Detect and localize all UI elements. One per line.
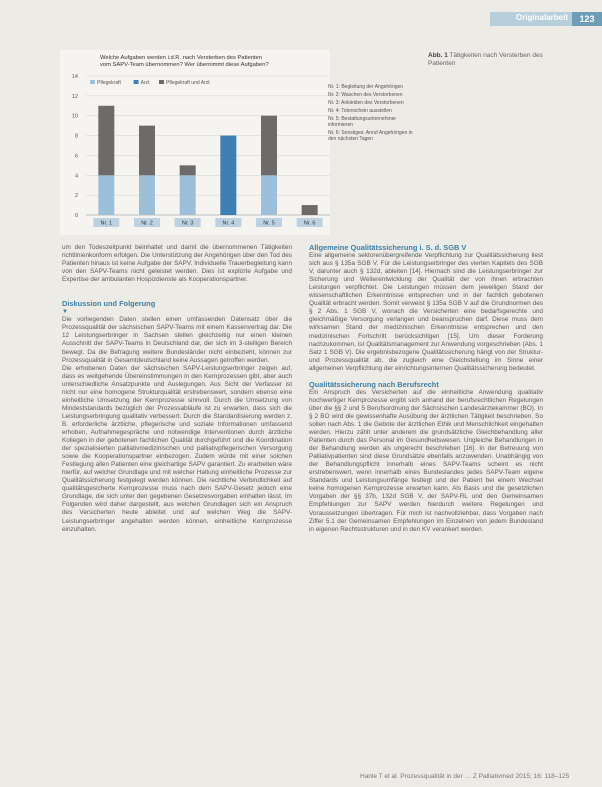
task-legend xyxy=(328,84,413,144)
bar-segment xyxy=(180,165,196,175)
right-column xyxy=(309,244,543,534)
section-heading-discussion: Diskussion und Folgerung xyxy=(62,299,156,309)
y-tick-label: 0 xyxy=(74,213,78,219)
y-tick-label: 12 xyxy=(71,93,78,100)
legend-swatch xyxy=(159,80,164,84)
y-tick-label: 4 xyxy=(74,173,78,180)
legend-label: Arzt xyxy=(140,80,150,86)
legend-label: Pflegekraft xyxy=(97,80,121,86)
task-legend-item: Nr. 5: Bestattungsunternehmer informieren xyxy=(328,116,397,128)
y-tick-label: 2 xyxy=(74,193,78,200)
y-tick-label: 6 xyxy=(74,153,78,160)
bar-segment xyxy=(98,175,114,215)
task-legend-item: Nr. 4: Totenschein ausstellen xyxy=(328,108,392,114)
discussion-paragraph-2: Die erhobenen Daten der sächsischen SAPV-Leistungserbringer zeigen auf, dass es weitgehende Übereinstimmungen in den Kernprozessen gibt, aber auch unterschiedliche Ansatzpunkte und Auslegungen. Aus Sicht der Verfasser ist nicht nur eine homogene Strukturqualität erstrebenswert, sondern ebenso eine einheitliche Umsetzung der Kernprozesse sinnvoll. Durch die Umsetzung von Mindeststandards bezüglich der Prozessabläufe ist zu erwarten, dass sich die Leistungserbringung qualitativ verbessert. Durch die Standardisierung werden z. B. erforderliche ärztliche, pflegerische und soziale Informationen umfassend erhoben, Aufnahmegespräche und notwendige Interventionen durch ärztliche Kollegen in der gebotenen fachlichen Qualität durchgeführt und die Koordination der spezialisierten palliativmedizinischen und palliativpflegerischen Versorgung sowie die Kooperationspartner einbezogen. Zudem würde mit einer solchen Festlegung allen Patienten eine gleichartige SAPV garantiert. Zu erarbeiten wäre hierfür, auf welcher Grundlage und mit welcher Haltung einheitliche Prozesse zur Qualitätssicherung festgelegt werden können. Die rechtliche Verbindlichkeit auf qualitätsgesicherte Kernprozesse muss nach dem SAPV-Gesetz jedoch eine Grundlage, die sich unter den gegebenen Gesetzesvorgaben einhalten lässt. Im Folgenden wird daher dargestellt, aus welchen Grundlagen sich ein Anspruch des Versicherten heute ableitet und auf welchen Weg die SAPV-Leistungserbringer angehalten werden können, einheitliche Kernprozesse einzuhalten. xyxy=(62,364,292,533)
page-header xyxy=(490,12,602,26)
bar-segment xyxy=(139,175,155,215)
chart-title-line: vom SAPV-Team übernommen? Wer übernimmt diese Aufgaben? xyxy=(100,62,269,68)
y-tick-label: 10 xyxy=(71,113,78,120)
chart-title-line: Welche Aufgaben werden i.d.R. nach Versterben des Patienten xyxy=(100,55,262,61)
section-heading-professional-law: Qualitätssicherung nach Berufsrecht xyxy=(309,379,439,389)
page-number: 123 xyxy=(572,12,602,26)
task-legend-item: Nr. 6: Sonstiges: Anruf Angehörigen in den nächsten Tagen xyxy=(328,130,413,142)
bar-segment xyxy=(220,136,236,215)
y-tick-label: 8 xyxy=(74,133,78,140)
figure-caption-text: Tätigkeiten nach Versterben des Patienten xyxy=(428,52,543,67)
section-marker-icon: ▼ xyxy=(62,309,68,316)
bar-segment xyxy=(139,126,155,176)
bar-segment xyxy=(261,175,277,215)
task-legend-item: Nr. 2: Waschen des Verstorbenen xyxy=(328,92,403,98)
professional-law-paragraph: Ein Anspruch des Versicherten auf die einheitliche Anwendung qualitativ hochwertiger Kernprozesse ergibt sich anhand der berufsrechtlichen Regelungen über die §§ 2 und 5 Berufsordnung der Sächsischen Landesärztekammer (BO). In § 2 BO wird die gewissenhafte Ausübung der ärztlichen Tätigkeit beschrieben. So sollen nach Abs. 1 die Gebote der ärztlichen Ethik und Menschlichkeit eingehalten werden. Hierzu zählt unter anderem die grundsätzliche Gleichbehandlung aller Patienten durch das Personal im Gesundheitswesen. Ungleiche Behandlungen in der Behandlung werden als ungerecht beschrieben [16]. In der Betreuung von Palliativpatienten sind diese Grundsätze ebenfalls anzuwenden. Unabhängig von der Behandlungspflicht innerhalb eines SAPV-Teams scheint es nicht erstrebenswert, wenn innerhalb eines Bundeslandes jedes SAPV-Team eigene Standards und Leistungsumfänge festlegt und der Patient bei einem Wechsel keine homogenen Kernprozesse erwarten kann. Als Basis und die gesetzlichen Vorgaben der §§ 37b, 132d SGB V, der SAPV-RL und den Gemeinsamen Empfehlungen zur SAPV werden hierdurch weitere Regelungen und Voraussetzungen übertragen. Für mich ist nachvollziehbar, dass Vorgaben nach Ziffer 5.1 der Gemeinsamen Empfehlungen im Einzelnen von jedem Bundesland in eigenen Rechtsstrukturen und in den KV verankert werden. xyxy=(309,388,543,533)
chart-canvas xyxy=(60,50,330,235)
x-tick-label: Nr. 1 xyxy=(100,220,113,227)
bar-segment xyxy=(302,205,318,215)
x-tick-label: Nr. 3 xyxy=(181,220,194,227)
discussion-paragraph-1: Die vorliegenden Daten stellen einen umfassenden Datensatz über die Prozessqualität der sächsischen SAPV-Teams mit einem Kassenvertrag dar. Die 12 Leistungserbringer in Sachsen stellen gleichzeitig nur einen kleinen Ausschnitt der SAPV-Teams in Deutschland dar, der sich im 3-stelligen Bereich bewegt. Da die Befragung weitere Bundesländer nicht einbezieht, können zur Prozessqualität in Gesamtdeutschland keine Aussagen getroffen werden. xyxy=(62,316,292,364)
y-tick-label: 14 xyxy=(71,74,78,80)
page-footer: Hanle T et al. Prozessqualität in der … Z Palliativmed 2015; 16: 118–125 xyxy=(360,773,570,780)
legend-swatch xyxy=(90,80,95,84)
bar-chart xyxy=(60,50,413,235)
legend-swatch xyxy=(134,80,139,84)
x-tick-label: Nr. 4 xyxy=(222,220,235,227)
figure-label: Abb. 1 xyxy=(428,52,448,59)
left-column xyxy=(62,244,292,534)
task-legend-item: Nr. 1: Begleitung der Angehörigen xyxy=(328,84,404,90)
bar-segment xyxy=(180,175,196,215)
legend-label: Pflegekraft und Arzt xyxy=(166,80,210,86)
figure-caption xyxy=(428,52,568,68)
intro-paragraph: um den Todeszeitpunkt beinhaltet und damit die übernommenen Tätigkeiten richtlinienkonform erfolgen. Die Unterstützung der Angehörigen über den Tod des Patienten hinaus ist keine Aufgabe der SAPV. Individuelle Trauerbegleitung kann von den SAPV-Teams nicht geleistet werden. Dies ist explizite Aufgabe und Expertise der ambulanten Hospizdienste als Kooperationspartner. xyxy=(62,244,292,284)
quality-paragraph: Eine allgemeine sektorenübergreifende Verpflichtung zur Qualitätssicherung liest sich aus § 135a SGB V. Für die Leistungserbringer des vierten Kapitels des SGB V, darunter auch § 132d, ableiten [14]. Hiernach sind die Leistungserbringer zur Sicherung und Weiterentwicklung der Qualität der von ihnen erbrachten Leistungen verpflichtet. Die Leistungen müssen dem jeweiligen Stand der wissenschaftlichen Erkenntnisse entsprechen und in der fachlich gebotenen Qualität erbracht werden. Somit verweist § 135a SGB V auf die Grundnormen des § 2 Abs. 1 SGB V, wonach die Versicherten eine bedarfsgerechte und gleichmäßige Versorgung verlangen und beanspruchen darf. Diese muss dem wirksamen Stand der medizinischen Erkenntnisse entsprechen und den medizinischen Fortschritt berücksichtigen [15]. Um dieser Forderung nachzukommen, ist Qualitätsmanagement zur Anwendung vorgeschrieben (Abs. 1 Satz 1 SGB V). Die ergebnisbezogene Qualitätssicherung hängt von der Struktur- und Prozessqualität ab, die zugleich eine Gleichstellung im Sinne einer allgemeinen Verpflichtung der einrichtungsinternen Qualitätssicherung bedeutet. xyxy=(309,252,543,372)
task-legend-item: Nr. 3: Ankleiden des Verstorbenen xyxy=(328,100,404,106)
x-tick-label: Nr. 5 xyxy=(263,220,275,227)
chart-title xyxy=(100,55,270,68)
bar-segment xyxy=(98,106,114,175)
bar-segment xyxy=(261,116,277,176)
section-label: Originalarbeit xyxy=(515,13,568,22)
section-heading-quality: Allgemeine Qualitätssicherung i. S. d. SGB V xyxy=(309,243,467,252)
x-tick-label: Nr. 6 xyxy=(303,220,316,227)
x-tick-label: Nr. 2 xyxy=(141,220,153,227)
